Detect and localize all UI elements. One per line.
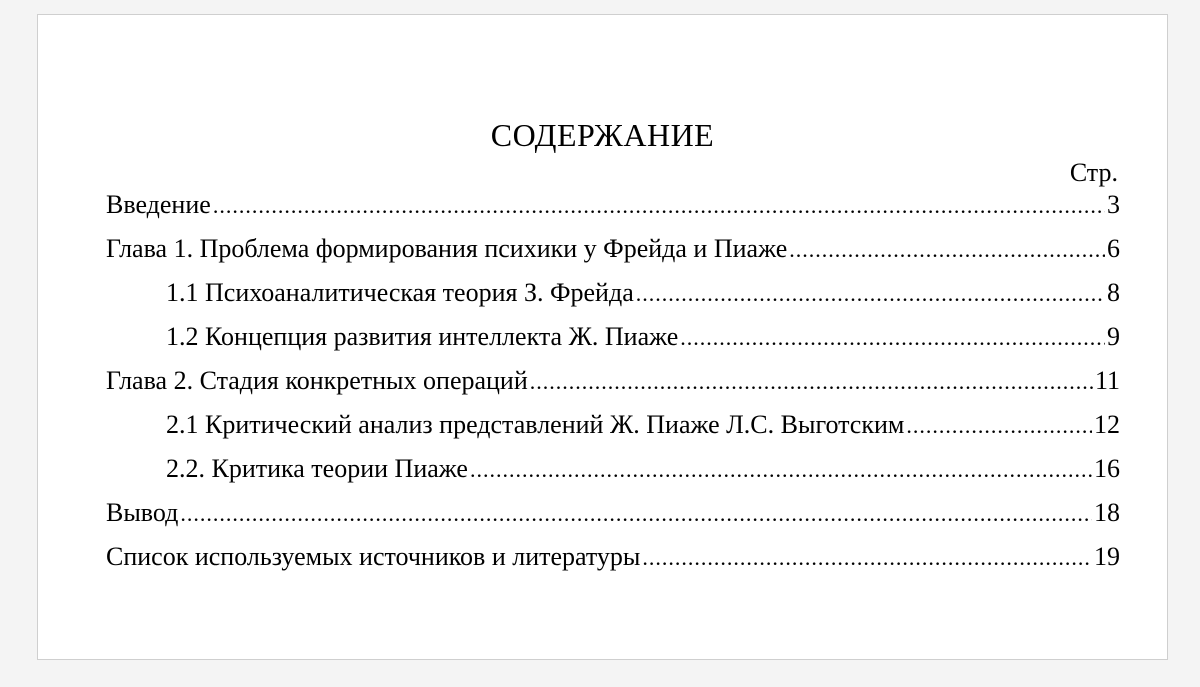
page-column-label: Стр. [1069,158,1118,187]
toc-entry [106,403,1120,447]
toc-entry-text: 2.2. Критика теории Пиаже [166,454,468,483]
toc-entry-text: Вывод [106,498,179,527]
toc-page-number: 8 [1107,278,1120,307]
toc-entry [106,183,1120,227]
document-page [37,14,1168,660]
toc-entry [106,271,1120,315]
toc-entry-text: Список используемых источников и литературы [106,542,641,571]
toc-dot-leader [530,359,1093,404]
toc-entry [106,535,1120,579]
toc-entry-text: 1.2 Концепция развития интеллекта Ж. Пиаже [166,322,679,351]
table-of-contents [106,183,1120,579]
toc-entry [106,315,1120,359]
toc-page-number: 18 [1094,498,1120,527]
toc-dot-leader [680,315,1105,360]
toc-entry-text: Введение [106,190,211,219]
toc-entry-text: 1.1 Психоаналитическая теория З. Фрейда [166,278,634,307]
toc-dot-leader [636,271,1105,316]
toc-dot-leader [789,227,1105,272]
toc-page-number: 3 [1107,190,1120,219]
toc-page-number: 19 [1094,542,1120,571]
toc-page-number: 6 [1107,234,1120,263]
page-title: СОДЕРЖАНИЕ [490,117,715,153]
toc-entry [106,359,1120,403]
toc-entry-text: 2.1 Критический анализ представлений Ж. Пиаже Л.С. Выготским [166,410,905,439]
toc-dot-leader [906,403,1092,448]
toc-page-number: 9 [1107,322,1120,351]
toc-entry [106,491,1120,535]
toc-page-number: 11 [1094,366,1120,395]
toc-entry-text: Глава 2. Стадия конкретных операций [106,366,528,395]
toc-page-number: 12 [1094,410,1120,439]
toc-entry [106,447,1120,491]
toc-page-number: 16 [1094,454,1120,483]
toc-dot-leader [213,183,1105,228]
toc-entry-text: Глава 1. Проблема формирования психики у Фрейда и Пиаже [106,234,788,263]
toc-entry [106,227,1120,271]
toc-dot-leader [642,535,1092,580]
toc-dot-leader [470,447,1092,492]
toc-dot-leader [180,491,1092,536]
